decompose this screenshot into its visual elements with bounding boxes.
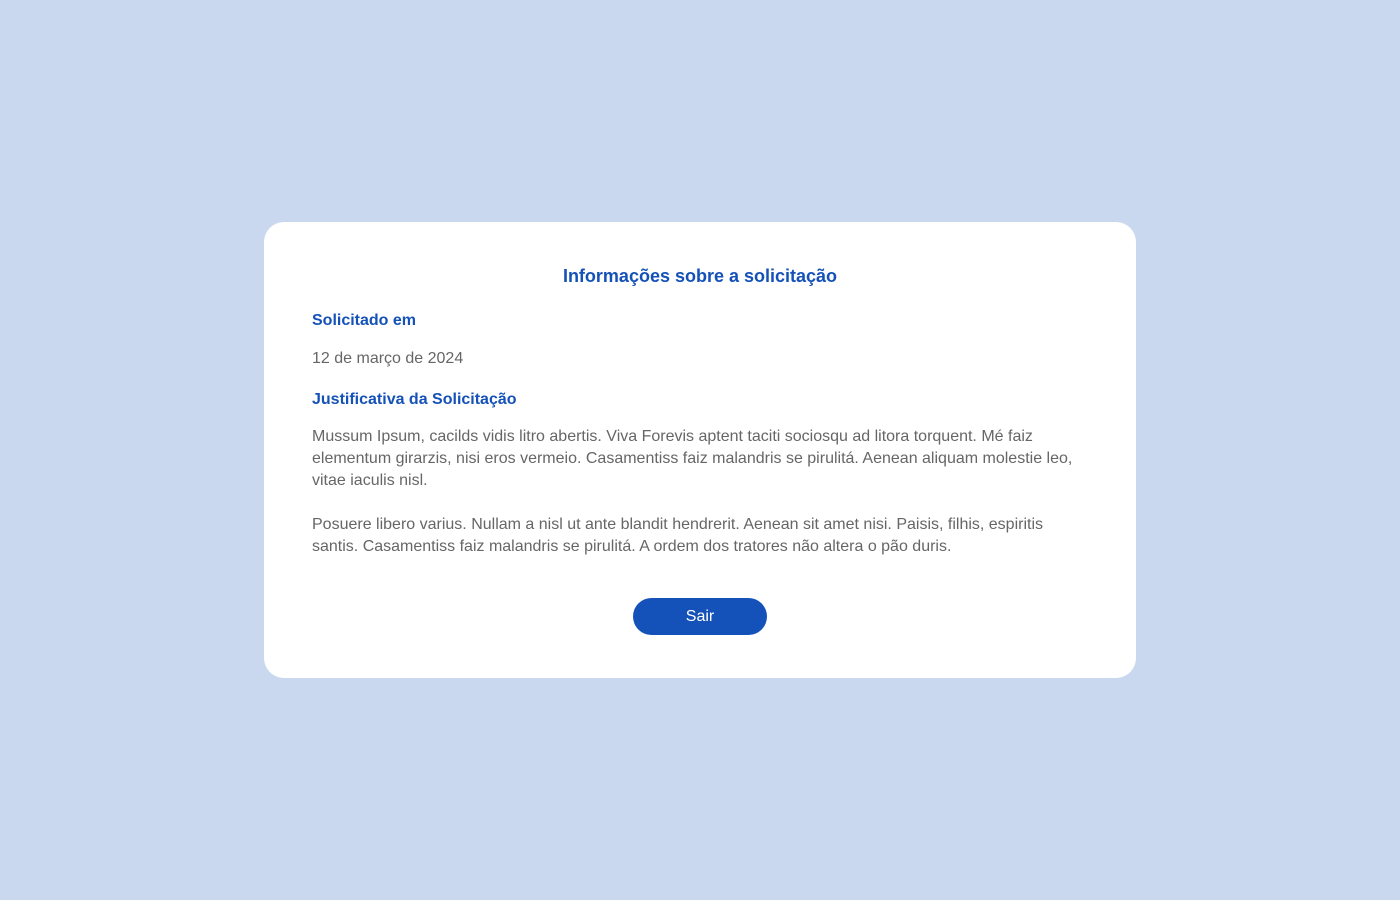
modal-title: Informações sobre a solicitação xyxy=(562,266,838,286)
justification-label: Justificativa da Solicitação xyxy=(312,391,517,408)
justification-paragraph: Mussum Ipsum, cacilds vidis litro abertis. Viva Forevis aptent taciti sociosqu ad litora torquent. Mé faiz elementum girarzis, nisi eros vermeio. Casamentiss faiz malandris se pirulitá. Aenean aliquam molestie leo, vitae iaculis nisl. xyxy=(312,428,1073,489)
justification-paragraph: Posuere libero varius. Nullam a nisl ut ante blandit hendrerit. Aenean sit amet nisi. Paisis, filhis, espiritis santis. Casamentiss faiz malandris se pirulitá. A ordem dos tratores não altera o pão duris. xyxy=(312,516,1044,555)
requested-at-value: 12 de março de 2024 xyxy=(312,350,464,367)
requested-at-label: Solicitado em xyxy=(312,312,417,329)
justification-text xyxy=(312,426,1088,558)
exit-button[interactable]: Sair xyxy=(633,598,767,635)
request-info-modal xyxy=(264,222,1136,678)
